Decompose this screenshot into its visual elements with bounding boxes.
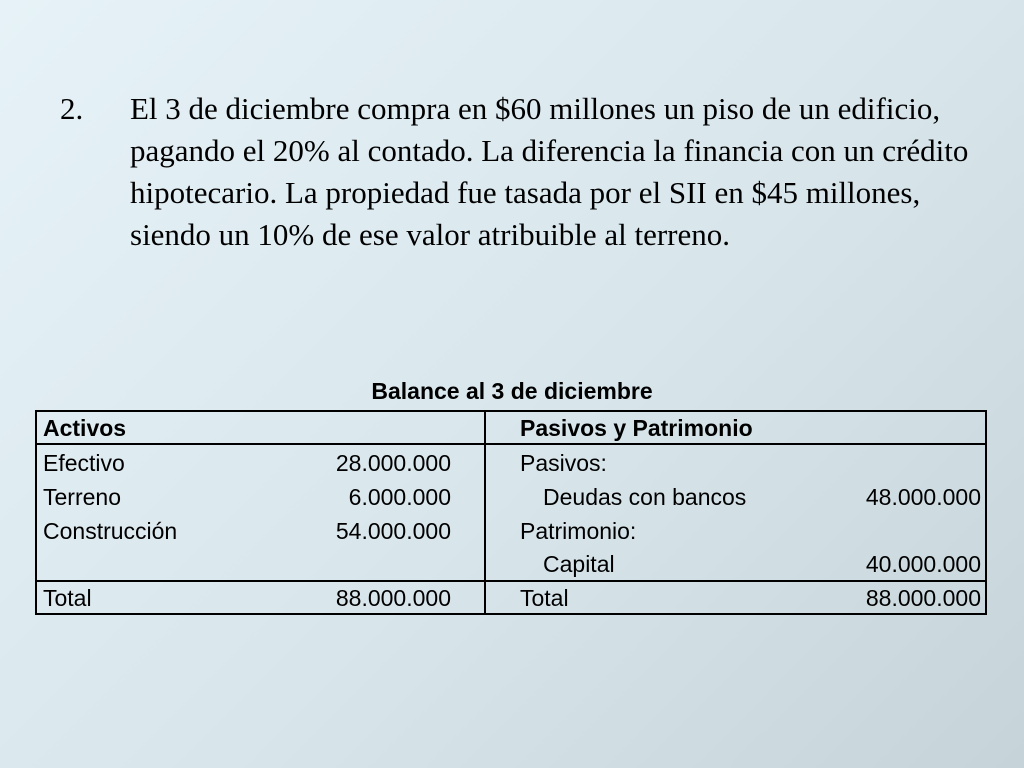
activo-value-terreno: 6.000.000 bbox=[348, 484, 451, 510]
activo-label-efectivo: Efectivo bbox=[43, 450, 125, 476]
problem-text: El 3 de diciembre compra en $60 millones un piso de un edificio, pagando el 20% al contado. La diferencia la financia con un crédito hipotecario. La propiedad fue tasada por el SII en $45 millones, siendo un 10% de ese valor atribuible al terreno. bbox=[130, 91, 969, 252]
total-activos-label: Total bbox=[43, 585, 92, 611]
capital-value: 40.000.000 bbox=[865, 551, 981, 577]
activo-label-terreno: Terreno bbox=[43, 484, 121, 510]
activo-label-construccion: Construcción bbox=[43, 518, 178, 544]
total-pasivos-value: 88.000.000 bbox=[865, 585, 981, 611]
total-pasivos-label: Total bbox=[520, 585, 569, 611]
patrimonio-label: Patrimonio: bbox=[520, 518, 637, 544]
activo-value-construccion: 54.000.000 bbox=[335, 518, 451, 544]
problem-statement bbox=[60, 88, 980, 256]
activos-header: Activos bbox=[43, 415, 127, 441]
total-divider bbox=[37, 580, 985, 582]
pasivos-header: Pasivos y Patrimonio bbox=[520, 415, 753, 441]
capital-label: Capital bbox=[543, 551, 615, 577]
total-activos-value: 88.000.000 bbox=[335, 585, 451, 611]
pasivos-label: Pasivos: bbox=[520, 450, 607, 476]
problem-number: 2. bbox=[60, 91, 84, 126]
activo-value-efectivo: 28.000.000 bbox=[335, 450, 451, 476]
balance-title: Balance al 3 de diciembre bbox=[371, 378, 653, 404]
header-divider bbox=[37, 443, 985, 445]
balance-table bbox=[35, 410, 987, 615]
deudas-value: 48.000.000 bbox=[865, 484, 981, 510]
deudas-label: Deudas con bancos bbox=[543, 484, 747, 510]
